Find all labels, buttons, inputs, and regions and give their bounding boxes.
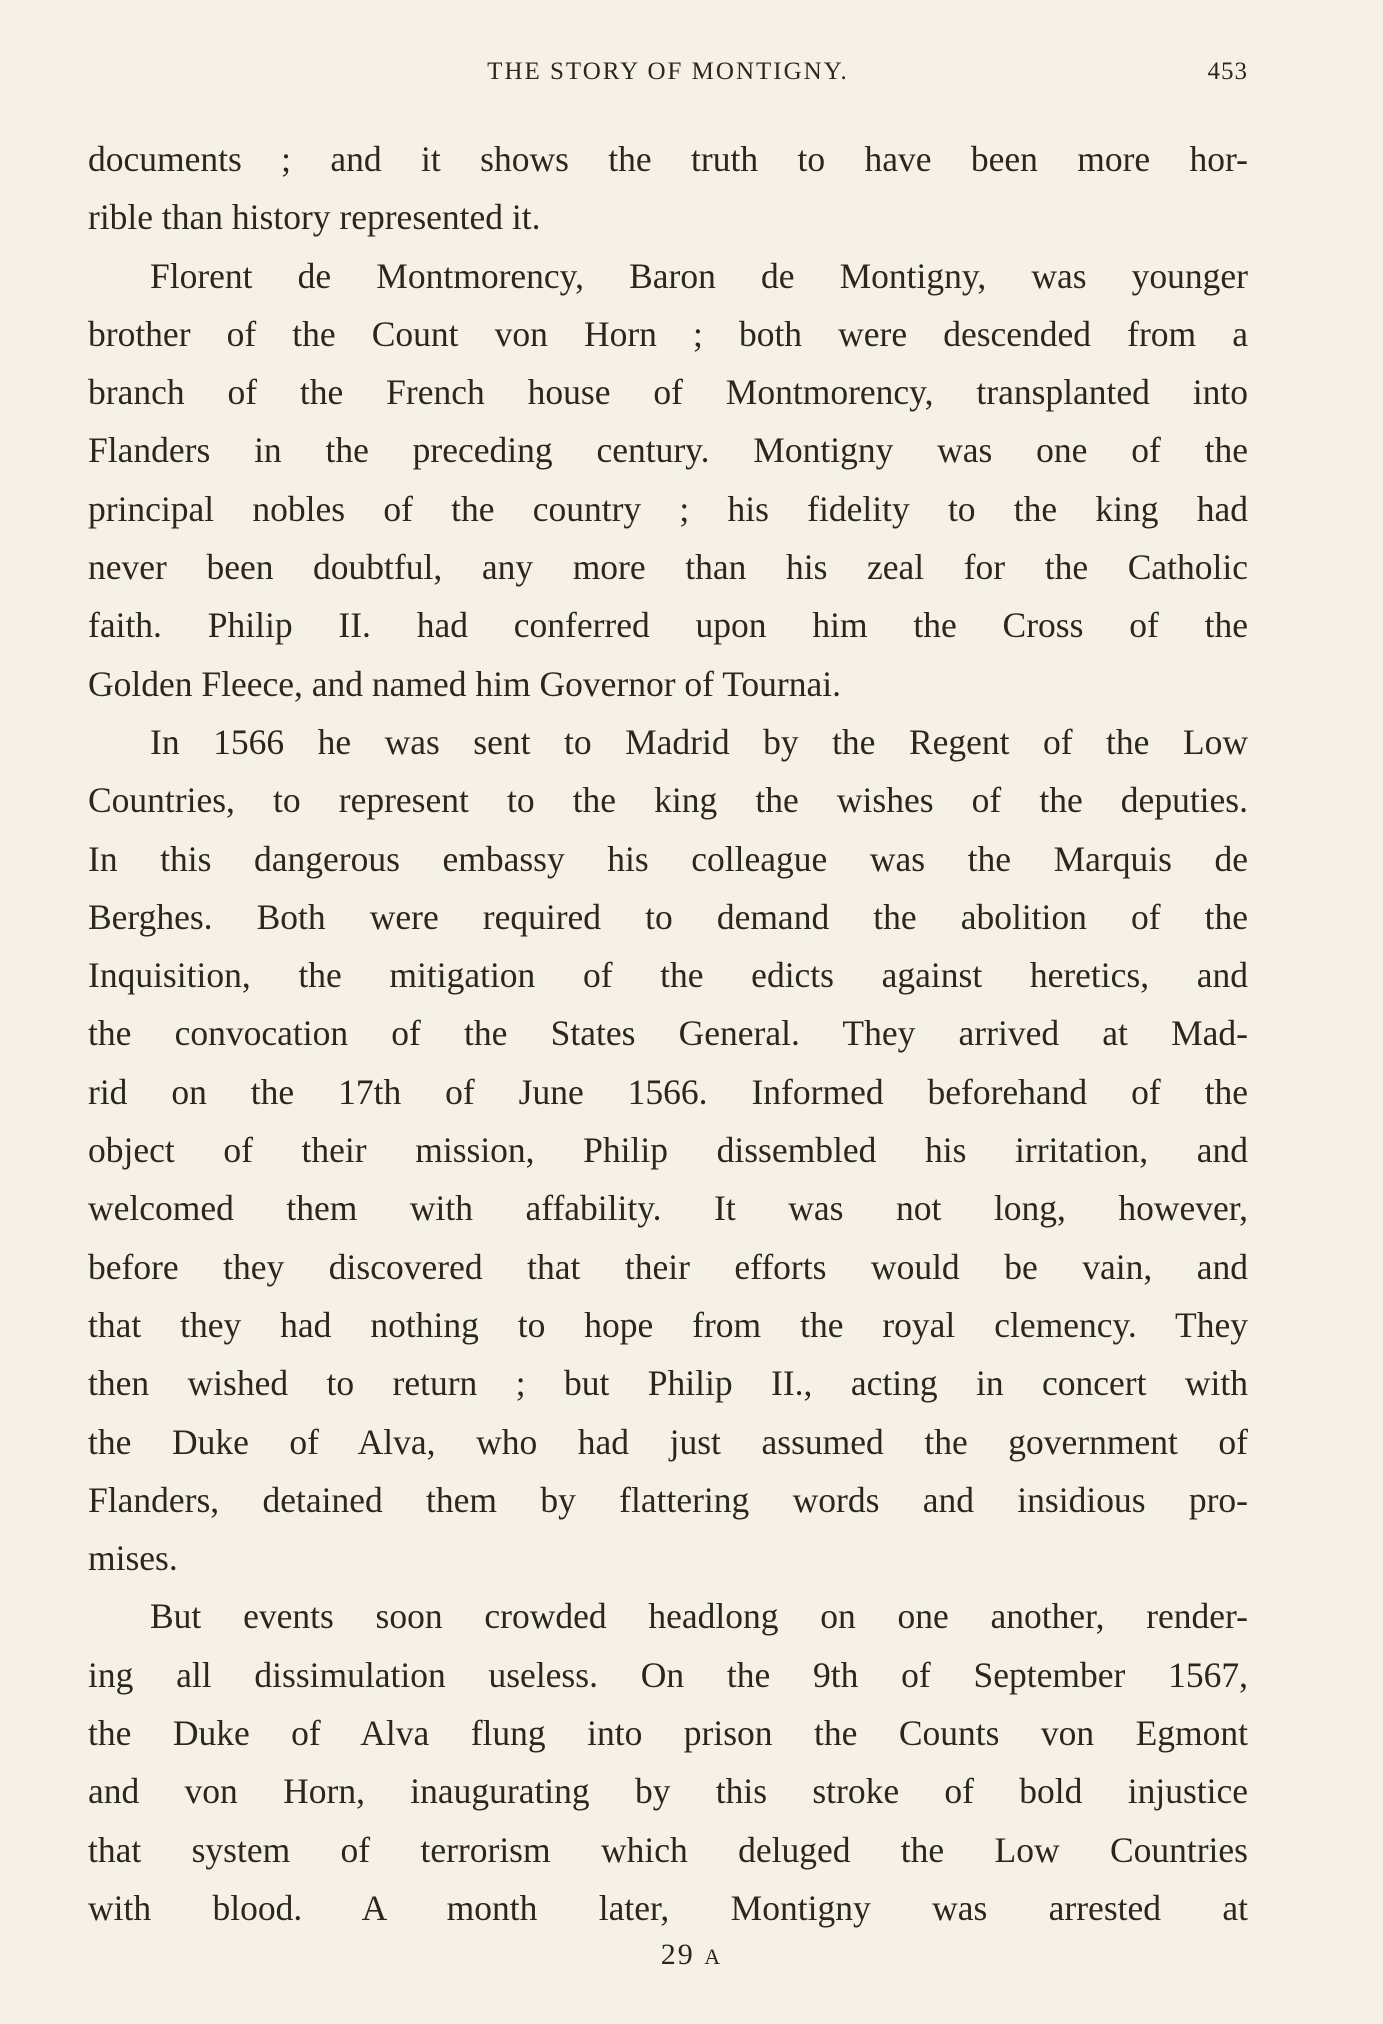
- text-line: branch of the French house of Montmorency, transplanted into: [88, 372, 1248, 413]
- text-line: and von Horn, inaugurating by this stroke of bold injustice: [88, 1771, 1248, 1812]
- text-line: Golden Fleece, and named him Governor of Tournai.: [88, 663, 841, 704]
- page-number: 453: [1207, 58, 1248, 85]
- body-text: [88, 130, 1248, 1937]
- text-line: In 1566 he was sent to Madrid by the Regent of the Low: [150, 721, 1248, 762]
- text-line: Countries, to represent to the king the wishes of the deputies.: [88, 780, 1248, 821]
- text-line: object of their mission, Philip dissembled his irritation, and: [88, 1130, 1248, 1171]
- text-line: before they discovered that their efforts would be vain, and: [88, 1246, 1248, 1287]
- text-line: ing all dissimulation useless. On the 9th of September 1567,: [88, 1654, 1248, 1695]
- text-line: But events soon crowded headlong on one another, render-: [150, 1596, 1248, 1637]
- running-title: THE STORY OF MONTIGNY.: [487, 58, 849, 85]
- text-line: welcomed them with affability. It was not long, however,: [88, 1188, 1248, 1229]
- text-line: principal nobles of the country ; his fidelity to the king had: [88, 488, 1248, 529]
- signature-number: 29: [660, 1938, 695, 1971]
- text-line: the Duke of Alva, who had just assumed the government of: [88, 1421, 1248, 1462]
- signature-mark: [0, 1938, 1383, 1972]
- text-line: faith. Philip II. had conferred upon him the Cross of the: [88, 605, 1248, 646]
- text-line: that they had nothing to hope from the royal clemency. They: [88, 1304, 1248, 1345]
- text-line: rid on the 17th of June 1566. Informed beforehand of the: [88, 1071, 1248, 1112]
- text-line: the Duke of Alva flung into prison the Counts von Egmont: [88, 1713, 1248, 1754]
- text-line: never been doubtful, any more than his zeal for the Catholic: [88, 547, 1248, 588]
- text-line: Flanders, detained them by flattering words and insidious pro-: [88, 1479, 1248, 1520]
- text-line: Florent de Montmorency, Baron de Montigny, was younger: [150, 255, 1248, 296]
- text-line: In this dangerous embassy his colleague was the Marquis de: [88, 838, 1248, 879]
- text-line: mises.: [88, 1538, 178, 1579]
- text-line: the convocation of the States General. They arrived at Mad-: [88, 1013, 1248, 1054]
- signature-letter: A: [704, 1944, 723, 1969]
- text-line: brother of the Count von Horn ; both were descended from a: [88, 313, 1248, 354]
- text-line: Flanders in the preceding century. Montigny was one of the: [88, 430, 1248, 471]
- text-line: Inquisition, the mitigation of the edicts against heretics, and: [88, 955, 1248, 996]
- text-line: that system of terrorism which deluged the Low Countries: [88, 1829, 1248, 1870]
- text-line: with blood. A month later, Montigny was arrested at: [88, 1887, 1248, 1928]
- text-line: documents ; and it shows the truth to have been more hor-: [88, 139, 1248, 179]
- text-line: rible than history represented it.: [88, 197, 541, 238]
- text-line: then wished to return ; but Philip II., acting in concert with: [88, 1363, 1248, 1404]
- text-line: Berghes. Both were required to demand the abolition of the: [88, 896, 1248, 937]
- running-head: [88, 58, 1248, 98]
